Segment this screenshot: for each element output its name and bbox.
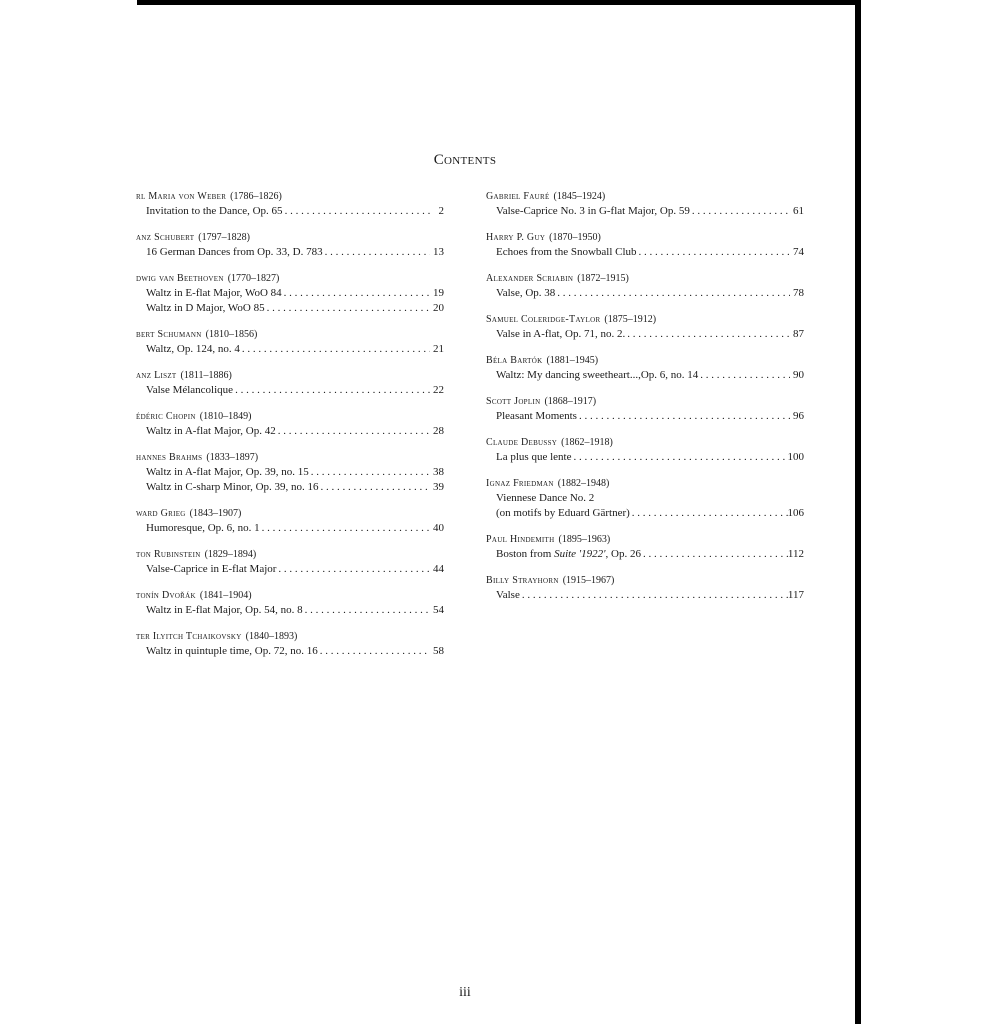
piece-title: Humoresque, Op. 6, no. 1 [146, 522, 260, 534]
composer-entry [486, 313, 804, 342]
composer-entry [136, 451, 444, 495]
dot-leader [577, 409, 790, 424]
piece-title: Waltz in quintuple time, Op. 72, no. 16 [146, 645, 318, 657]
toc-entry[interactable] [136, 562, 444, 577]
composer-dates: (1895–1963) [558, 534, 611, 545]
page-number: 44 [433, 563, 444, 575]
composer-heading [486, 395, 804, 409]
toc-entry[interactable] [486, 368, 804, 383]
piece-title: Echoes from the Snowball Club [496, 246, 637, 258]
toc-entry[interactable] [486, 204, 804, 219]
page-number: 112 [787, 548, 804, 560]
dot-leader [265, 301, 430, 316]
toc-entry[interactable] [486, 547, 804, 562]
page-number: 90 [793, 369, 804, 381]
dot-leader [698, 368, 790, 383]
page-number: 20 [433, 302, 444, 314]
composer-dates: (1786–1826) [230, 191, 282, 202]
composer-dates: (1881–1945) [546, 355, 599, 366]
composer-dates: (1868–1917) [544, 396, 597, 407]
dot-leader [276, 562, 430, 577]
toc-entry[interactable] [136, 301, 444, 316]
dot-leader [520, 588, 788, 603]
composer-heading [136, 451, 444, 465]
contents-right-column [486, 190, 804, 615]
toc-entry[interactable] [136, 204, 444, 219]
composer-dates: (1811–1886) [180, 370, 232, 381]
page-number: 54 [433, 604, 444, 616]
dot-leader [240, 342, 430, 357]
page-number: 96 [793, 410, 804, 422]
dot-leader [309, 465, 430, 480]
page-number: 40 [433, 522, 444, 534]
dot-leader [625, 327, 790, 342]
composer-heading [486, 436, 804, 450]
composer-entry [136, 630, 444, 659]
piece-title-line: Viennese Dance No. 2 [496, 492, 595, 504]
toc-entry[interactable] [486, 327, 804, 342]
page-number: 87 [793, 328, 804, 340]
page-number: 38 [433, 466, 444, 478]
composer-entry [486, 533, 804, 562]
toc-entry[interactable] [486, 588, 804, 603]
composer-heading [486, 477, 804, 491]
composer-dates: (1845–1924) [553, 191, 606, 202]
composer-dates: (1870–1950) [549, 232, 601, 243]
dot-leader [260, 521, 430, 536]
dot-leader [637, 245, 790, 260]
piece-title: Waltz in A-flat Major, Op. 42 [146, 425, 276, 437]
composer-heading [136, 589, 444, 603]
composer-entry [486, 574, 804, 603]
composer-dates: (1875–1912) [604, 314, 657, 325]
composer-heading [136, 369, 444, 383]
toc-entry[interactable] [136, 383, 444, 398]
composer-name: ton Rubinstein [136, 549, 201, 560]
piece-title: Waltz, Op. 124, no. 4 [146, 343, 240, 355]
composer-dates: (1862–1918) [561, 437, 613, 448]
composer-name: Gabriel Fauré [486, 191, 550, 202]
composer-name: anz Schubert [136, 232, 195, 243]
page-number: 58 [433, 645, 444, 657]
dot-leader [555, 286, 790, 301]
composer-name: Harry P. Guy [486, 232, 546, 243]
composer-entry [136, 410, 444, 439]
page-number: 21 [433, 343, 444, 355]
composer-dates: (1833–1897) [206, 452, 259, 463]
page-number: 13 [433, 246, 444, 258]
toc-entry[interactable] [486, 286, 804, 301]
scan-top-edge [137, 0, 861, 5]
piece-title: La plus que lente [496, 451, 572, 463]
composer-dates: (1829–1894) [204, 549, 257, 560]
piece-title: Waltz in E-flat Major, WoO 84 [146, 287, 282, 299]
composer-heading [486, 574, 804, 588]
dot-leader [233, 383, 430, 398]
composer-entry [486, 272, 804, 301]
composer-name: dwig van Beethoven [136, 273, 224, 284]
toc-entry[interactable] [136, 465, 444, 480]
composer-dates: (1810–1856) [205, 329, 258, 340]
composer-dates: (1915–1967) [562, 575, 615, 586]
composer-entry [136, 190, 444, 219]
toc-entry[interactable] [136, 644, 444, 659]
page-number: 61 [793, 205, 804, 217]
composer-name: Billy Strayhorn [486, 575, 559, 586]
dot-leader [283, 204, 430, 219]
piece-title-italic: Suite '1922' [554, 548, 606, 560]
piece-title [496, 547, 641, 562]
dot-leader [303, 603, 430, 618]
composer-heading [136, 231, 444, 245]
composer-name: Alexander Scriabin [486, 273, 574, 284]
piece-title: Waltz in C-sharp Minor, Op. 39, no. 16 [146, 481, 319, 493]
page-number: 19 [433, 287, 444, 299]
composer-heading [486, 272, 804, 286]
composer-dates: (1840–1893) [245, 631, 298, 642]
composer-name: ter Ilyitch Tchaikovsky [136, 631, 242, 642]
composer-dates: (1841–1904) [199, 590, 252, 601]
composer-name: édéric Chopin [136, 411, 196, 422]
dot-leader [323, 245, 430, 260]
composer-entry [486, 231, 804, 260]
composer-heading [136, 190, 444, 204]
composer-heading [136, 630, 444, 644]
page-number: 106 [787, 507, 804, 519]
composer-entry [136, 369, 444, 398]
toc-entry[interactable] [136, 424, 444, 439]
composer-heading [486, 313, 804, 327]
composer-entry [486, 477, 804, 521]
dot-leader [282, 286, 430, 301]
piece-title: Valse in A-flat, Op. 71, no. 2. [496, 328, 626, 340]
dot-leader [630, 506, 788, 521]
dot-leader [318, 644, 430, 659]
page-number: 2 [438, 205, 444, 217]
composer-entry [136, 507, 444, 536]
page-number: 39 [433, 481, 444, 493]
page-number: 28 [433, 425, 444, 437]
dot-leader [571, 450, 787, 465]
composer-name: Samuel Coleridge-Taylor [486, 314, 601, 325]
composer-name: Scott Joplin [486, 396, 541, 407]
composer-name: rl Maria von Weber [136, 191, 227, 202]
piece-title: Valse Mélancolique [146, 384, 234, 396]
toc-entry[interactable] [136, 245, 444, 260]
piece-title-suffix: , Op. 26 [605, 548, 641, 560]
piece-title: Waltz in D Major, WoO 85 [146, 302, 265, 314]
composer-entry [486, 395, 804, 424]
composer-dates: (1797–1828) [198, 232, 250, 243]
composer-dates: (1882–1948) [557, 478, 610, 489]
piece-title: Waltz: My dancing sweetheart...,Op. 6, no. 14 [496, 369, 699, 381]
composer-entry [136, 548, 444, 577]
composer-entry [486, 354, 804, 383]
toc-entry[interactable] [136, 603, 444, 618]
piece-title: (on motifs by Eduard Gärtner) [496, 507, 630, 519]
toc-entry[interactable] [486, 506, 804, 521]
composer-name: tonín Dvořák [136, 590, 196, 601]
composer-heading [136, 328, 444, 342]
toc-entry[interactable] [486, 245, 804, 260]
page-number: 78 [793, 287, 804, 299]
page-number: 22 [433, 384, 444, 396]
dot-leader [276, 424, 430, 439]
piece-title: Invitation to the Dance, Op. 65 [146, 205, 283, 217]
composer-entry [486, 190, 804, 219]
piece-title: Valse [496, 589, 520, 601]
composer-entry [136, 589, 444, 618]
scan-right-edge [855, 0, 861, 1024]
toc-entry[interactable] [136, 342, 444, 357]
page-number: 100 [787, 451, 804, 463]
composer-name: ward Grieg [136, 508, 186, 519]
page-title: Contents [433, 152, 497, 168]
piece-title-prefix: Boston from [496, 548, 555, 560]
composer-heading [486, 533, 804, 547]
piece-title: 16 German Dances from Op. 33, D. 783 [146, 246, 323, 258]
composer-heading [136, 507, 444, 521]
composer-dates: (1810–1849) [199, 411, 252, 422]
toc-entry[interactable] [136, 286, 444, 301]
page-number: 74 [793, 246, 804, 258]
composer-heading [136, 548, 444, 562]
piece-title: Pleasant Moments [496, 410, 577, 422]
dot-leader [319, 480, 430, 495]
composer-dates: (1843–1907) [189, 508, 242, 519]
toc-entry[interactable] [136, 521, 444, 536]
contents-left-column [136, 190, 444, 671]
composer-entry [136, 328, 444, 357]
composer-heading [486, 231, 804, 245]
composer-heading [136, 410, 444, 424]
composer-dates: (1872–1915) [577, 273, 629, 284]
composer-heading [486, 190, 804, 204]
composer-dates: (1770–1827) [227, 273, 280, 284]
composer-name: anz Liszt [136, 370, 177, 381]
dot-leader [641, 547, 788, 562]
piece-title: Waltz in A-flat Major, Op. 39, no. 15 [146, 466, 309, 478]
composer-name: Ignaz Friedman [486, 478, 554, 489]
composer-entry [136, 272, 444, 316]
composer-entry [486, 436, 804, 465]
composer-heading [486, 354, 804, 368]
piece-title: Valse-Caprice No. 3 in G-flat Major, Op. 59 [496, 205, 690, 217]
composer-name: hannes Brahms [136, 452, 203, 463]
composer-name: Claude Debussy [486, 437, 558, 448]
toc-entry[interactable] [136, 480, 444, 495]
dot-leader [690, 204, 790, 219]
toc-entry[interactable] [486, 409, 804, 424]
composer-entry [136, 231, 444, 260]
composer-heading [136, 272, 444, 286]
piece-title: Waltz in E-flat Major, Op. 54, no. 8 [146, 604, 303, 616]
toc-entry[interactable] [486, 450, 804, 465]
page-number: 117 [787, 589, 804, 601]
composer-name: Béla Bartók [486, 355, 543, 366]
composer-name: Paul Hindemith [486, 534, 555, 545]
page-folio: iii [459, 985, 471, 1000]
piece-title: Valse-Caprice in E-flat Major [146, 563, 277, 575]
piece-title: Valse, Op. 38 [496, 287, 556, 299]
composer-name: bert Schumann [136, 329, 202, 340]
